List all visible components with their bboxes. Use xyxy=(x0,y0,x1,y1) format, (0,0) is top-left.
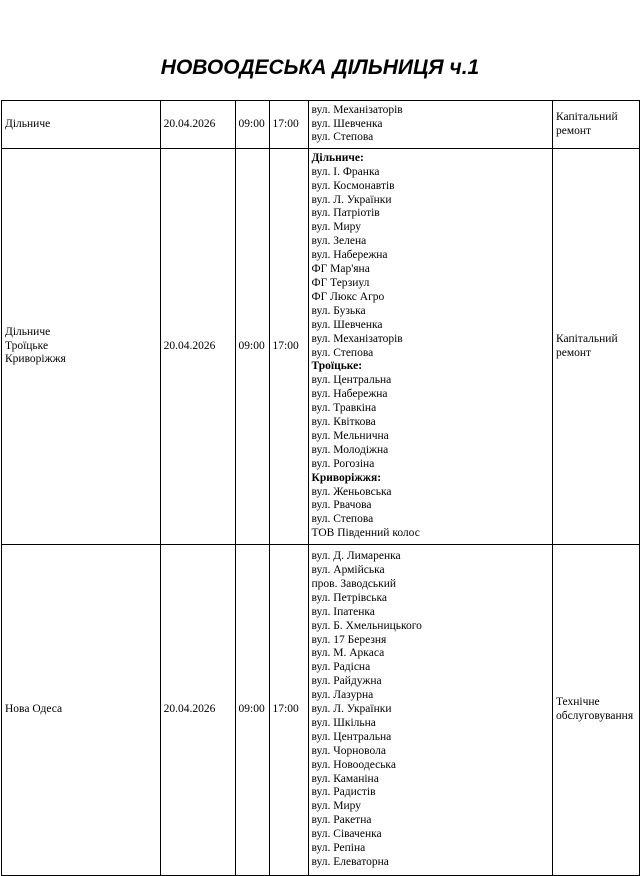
street-item: вул. Шкільна xyxy=(311,716,376,729)
work-type-line: Технічне xyxy=(555,696,600,709)
settlement-heading: Криворіжжя: xyxy=(311,471,382,484)
street-item: вул. Елеваторна xyxy=(311,856,389,869)
settlement-name: Нова Одеса xyxy=(5,703,63,716)
streets-cell xyxy=(308,149,552,545)
street-item: вул. Радісна xyxy=(311,661,371,674)
street-item: вул. Женьовська xyxy=(311,485,392,498)
street-item: вул. Набережна xyxy=(311,388,388,401)
work-type-cell xyxy=(552,149,639,545)
street-item: ТОВ Південний колос xyxy=(311,527,420,540)
settlement-heading: Троїцьке: xyxy=(311,360,363,373)
street-item: вул. Б. Хмельницького xyxy=(311,619,422,632)
end-time-cell: 17:00 xyxy=(269,101,308,149)
work-type-cell xyxy=(552,545,639,876)
street-item: вул. Армійська xyxy=(311,563,385,576)
street-item: вул. Каманіна xyxy=(311,772,379,785)
street-item: вул. І. Франка xyxy=(311,165,380,178)
work-type-line: ремонт xyxy=(555,346,592,359)
street-item: вул. Миру xyxy=(311,800,361,813)
street-item: вул. 17 Березня xyxy=(311,633,387,646)
street-item: вул. Центральна xyxy=(311,730,392,743)
street-item: вул. Травкіна xyxy=(311,402,377,415)
work-type-cell xyxy=(552,101,639,149)
street-item: вул. Рвачова xyxy=(311,499,372,512)
date-cell: 20.04.2026 xyxy=(160,149,235,545)
end-time-cell: 17:00 xyxy=(269,545,308,876)
street-item: ФГ Мар'яна xyxy=(311,263,370,276)
start-time-cell: 09:00 xyxy=(235,101,269,149)
start-time-cell: 09:00 xyxy=(235,149,269,545)
streets-cell xyxy=(308,545,552,876)
settlement-cell xyxy=(2,149,161,545)
street-item: вул. Квіткова xyxy=(311,416,376,429)
street-item: вул. Центральна xyxy=(311,374,392,387)
street-item: вул. Ракетна xyxy=(311,814,372,827)
street-item: вул. Л. Українки xyxy=(311,703,392,716)
table-row xyxy=(2,545,640,876)
street-item: вул. Чорновола xyxy=(311,744,386,757)
street-item: вул. Патріотів xyxy=(311,207,380,220)
work-type-line: Капітальний xyxy=(555,332,618,345)
street-item: вул. Іпатенка xyxy=(311,605,375,618)
table-row xyxy=(2,101,640,149)
street-item: вул. Мельнична xyxy=(311,429,389,442)
street-item: вул. Космонавтів xyxy=(311,179,395,192)
street-item: ФГ Люкс Агро xyxy=(311,290,385,303)
work-type-line: ремонт xyxy=(555,124,592,137)
street-item: вул. Сіваченка xyxy=(311,828,382,841)
table-row xyxy=(2,149,640,545)
street-item: вул. Петрівська xyxy=(311,591,388,604)
street-item: вул. Радистів xyxy=(311,786,376,799)
street-item: вул. Зелена xyxy=(311,235,367,248)
streets-cell xyxy=(308,101,552,149)
street-item: ФГ Терзиул xyxy=(311,276,370,289)
street-item: вул. Рогозіна xyxy=(311,457,375,470)
settlement-cell xyxy=(2,545,161,876)
street-item: вул. Степова xyxy=(311,513,374,526)
street-item: пров. Заводський xyxy=(311,577,397,590)
street-item: вул. Миру xyxy=(311,221,361,234)
street-item: вул. Шевченка xyxy=(311,318,383,331)
settlement-heading: Дільниче: xyxy=(311,151,364,164)
street-item: вул. Механізаторів xyxy=(311,332,403,345)
outage-schedule-table xyxy=(1,100,640,876)
date-cell: 20.04.2026 xyxy=(160,101,235,149)
settlement-name: Криворіжжя xyxy=(5,353,66,366)
street-item: вул. Набережна xyxy=(311,249,388,262)
settlement-name: Дільниче xyxy=(5,117,51,130)
settlement-name: Дільниче xyxy=(5,325,51,338)
street-item: вул. Степова xyxy=(311,131,374,144)
street-item: вул. Бузька xyxy=(311,304,366,317)
street-item: вул. Репіна xyxy=(311,842,366,855)
street-item: вул. Л. Українки xyxy=(311,193,392,206)
street-item: вул. Механізаторів xyxy=(311,103,403,116)
start-time-cell: 09:00 xyxy=(235,545,269,876)
work-type-line: обслуговування xyxy=(555,710,634,722)
work-type-line: Капітальний xyxy=(555,110,618,123)
end-time-cell: 17:00 xyxy=(269,149,308,545)
settlement-cell xyxy=(2,101,161,149)
street-item: вул. Новоодеська xyxy=(311,758,396,771)
street-item: вул. М. Аркаса xyxy=(311,647,385,660)
street-item: вул. Д. Лимаренка xyxy=(311,550,401,563)
street-item: вул. Молодіжна xyxy=(311,443,389,456)
street-item: вул. Степова xyxy=(311,346,374,359)
settlement-name: Троїцьке xyxy=(5,339,49,352)
street-item: вул. Лазурна xyxy=(311,689,374,702)
page-title: НОВООДЕСЬКА ДІЛЬНИЦЯ ч.1 xyxy=(160,56,480,79)
street-item: вул. Шевченка xyxy=(311,117,383,130)
date-cell: 20.04.2026 xyxy=(160,545,235,876)
street-item: вул. Райдужна xyxy=(311,675,382,688)
